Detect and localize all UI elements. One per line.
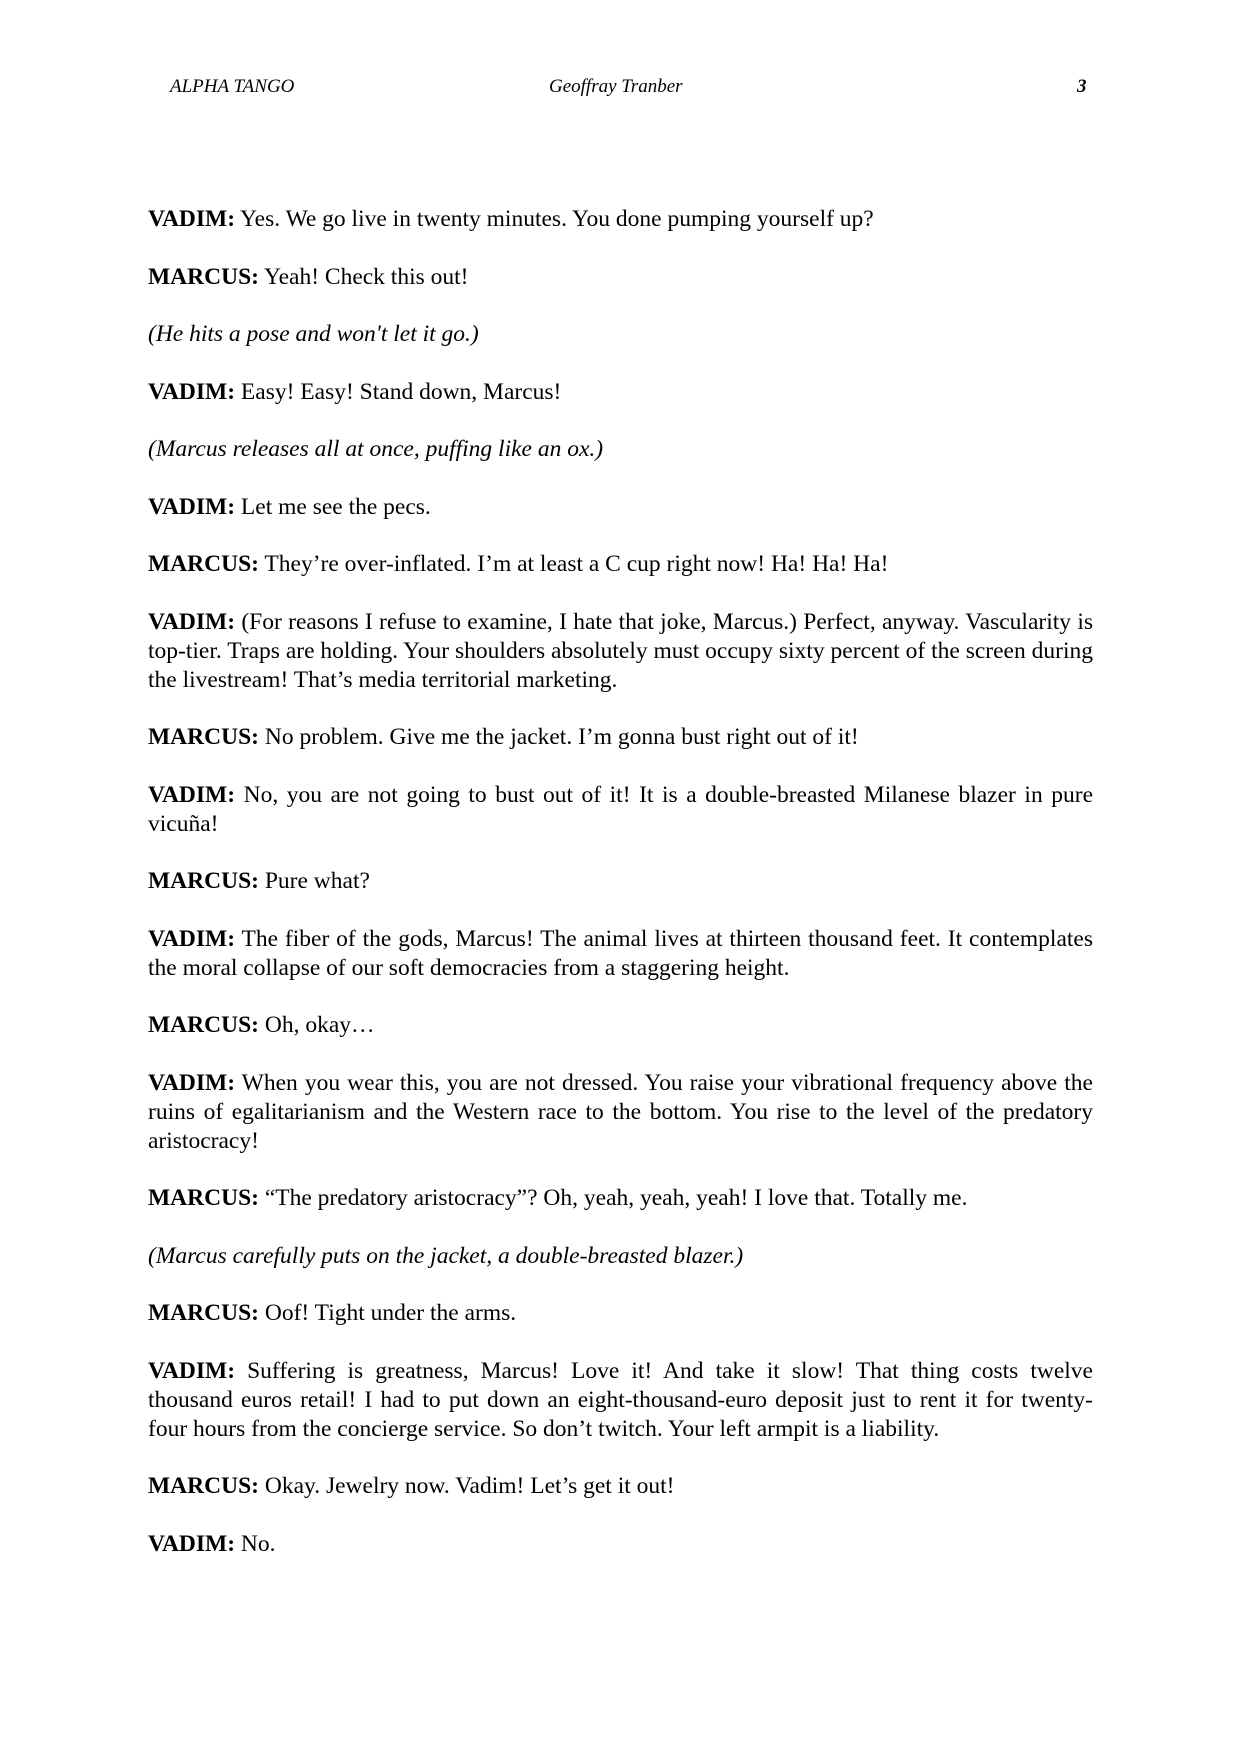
dialogue-line xyxy=(148,723,1093,752)
speaker-name: MARCUS: xyxy=(148,1300,259,1326)
script-body xyxy=(148,205,1093,1587)
speaker-name: VADIM: xyxy=(148,206,236,232)
dialogue-line xyxy=(148,1011,1093,1040)
speaker-name: VADIM: xyxy=(148,1357,236,1384)
speaker-name: MARCUS: xyxy=(148,263,259,290)
dialogue-line xyxy=(148,1472,1093,1501)
speaker-name: VADIM: xyxy=(148,1530,236,1557)
dialogue-line xyxy=(148,550,1093,579)
dialogue-text: Yes. We go live in twenty minutes. You done pumping yourself up? xyxy=(235,206,874,232)
dialogue-line xyxy=(148,1184,1093,1213)
page-number: 3 xyxy=(1077,76,1087,97)
speaker-name: VADIM: xyxy=(148,608,236,635)
dialogue-text: Yeah! Check this out! xyxy=(258,263,469,290)
dialogue-text: No, you are not going to bust out of it! It is a double-breasted Milanese blazer in pure vicuña! xyxy=(148,781,1093,837)
dialogue-text: When you wear this, you are not dressed. You raise your vibrational frequency above the ruins of egalitarianism and the Western race to the bottom. You rise to the level of the predatory aristocracy! xyxy=(148,1069,1093,1154)
dialogue-text: Oh, okay… xyxy=(258,1012,375,1038)
speaker-name: VADIM: xyxy=(148,925,236,952)
stage-direction: (Marcus releases all at once, puffing like an ox.) xyxy=(148,436,604,462)
dialogue-line xyxy=(148,608,1093,695)
dialogue-text: Oof! Tight under the arms. xyxy=(258,1300,517,1326)
speaker-name: MARCUS: xyxy=(148,868,259,894)
dialogue-line xyxy=(148,263,1093,292)
dialogue-text: The fiber of the gods, Marcus! The animal lives at thirteen thousand feet. It contemplates the moral collapse of our soft democracies from a staggering height. xyxy=(148,925,1093,981)
dialogue-text: No problem. Give me the jacket. I’m gonna bust right out of it! xyxy=(258,724,859,750)
dialogue-text: They’re over-inflated. I’m at least a C cup right now! Ha! Ha! Ha! xyxy=(258,551,889,577)
speaker-name: MARCUS: xyxy=(148,1012,259,1038)
speaker-name: VADIM: xyxy=(148,781,236,808)
speaker-name: VADIM: xyxy=(148,378,236,405)
dialogue-line xyxy=(148,1069,1093,1156)
speaker-name: MARCUS: xyxy=(148,1473,259,1499)
dialogue-line xyxy=(148,205,1093,234)
stage-direction: (Marcus carefully puts on the jacket, a double-breasted blazer.) xyxy=(148,1242,744,1269)
dialogue-text: Let me see the pecs. xyxy=(235,493,431,520)
script-title: ALPHA TANGO xyxy=(170,76,295,97)
page-header xyxy=(0,76,1241,106)
dialogue-line xyxy=(148,1357,1093,1444)
author-name: Geoffray Tranber xyxy=(549,76,683,97)
speaker-name: MARCUS: xyxy=(148,1185,259,1211)
dialogue-line xyxy=(148,925,1093,983)
stage-direction: (He hits a pose and won't let it go.) xyxy=(148,321,479,347)
speaker-name: MARCUS: xyxy=(148,724,259,750)
dialogue-text: “The predatory aristocracy”? Oh, yeah, yeah, yeah! I love that. Totally me. xyxy=(258,1185,968,1211)
dialogue-line xyxy=(148,378,1093,407)
speaker-name: VADIM: xyxy=(148,493,236,520)
dialogue-line xyxy=(148,1530,1093,1559)
dialogue-text: Suffering is greatness, Marcus! Love it! And take it slow! That thing costs twelve thousand euros retail! I had to put down an eight-thousand-euro deposit just to rent it for twenty-four hours from the concierge service. So don’t twitch. Your left armpit is a liability. xyxy=(148,1357,1093,1442)
dialogue-line xyxy=(148,493,1093,522)
dialogue-line xyxy=(148,867,1093,896)
dialogue-text: Okay. Jewelry now. Vadim! Let’s get it out! xyxy=(258,1473,675,1499)
dialogue-text: No. xyxy=(235,1530,276,1557)
speaker-name: MARCUS: xyxy=(148,551,259,577)
speaker-name: VADIM: xyxy=(148,1069,236,1096)
dialogue-text: (For reasons I refuse to examine, I hate that joke, Marcus.) Perfect, anyway. Vascularity is top-tier. Traps are holding. Your shoulders absolutely must occupy sixty percent of the screen during the livestream! That’s media territorial marketing. xyxy=(148,608,1093,693)
dialogue-line xyxy=(148,1299,1093,1328)
dialogue-text: Easy! Easy! Stand down, Marcus! xyxy=(235,378,562,405)
dialogue-text: Pure what? xyxy=(258,868,370,894)
dialogue-line xyxy=(148,781,1093,839)
